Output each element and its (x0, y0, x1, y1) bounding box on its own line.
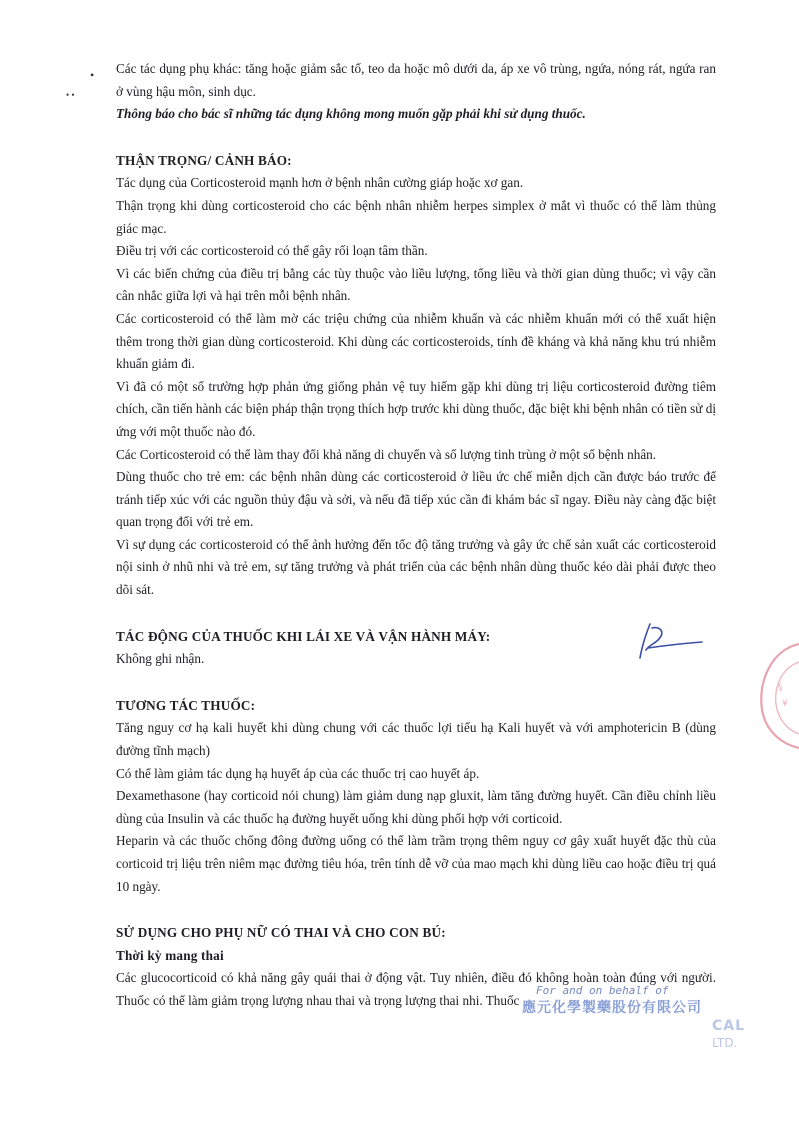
handwritten-signature (636, 618, 706, 666)
warning-paragraph: Các Corticosteroid có thể làm thay đổi khả năng di chuyển và số lượng tinh trùng ở một số bệnh nhân. (116, 446, 657, 462)
stamp-company-suffix: LTD. (712, 1036, 738, 1050)
stamp-on-behalf: For and on behalf of (536, 984, 669, 997)
interaction-paragraph: Dexamethasone (hay corticoid nói chung) làm giảm dung nạp gluxit, làm tăng đường huyết. Cần điều chỉnh liều dùng của Insulin và các thuốc hạ đường huyết uống khi dùng phối hợp với corticoid. (116, 788, 716, 826)
stamp-company-en: CAL (712, 1018, 746, 1034)
red-seal-stamp (752, 640, 799, 750)
interaction-paragraph: Heparin và các thuốc chống đông đường uống có thể làm trầm trọng thêm nguy cơ gây xuất huyết đặc thù của corticoid trị liệu trên niêm mạc đường tiêu hóa, trên tính dễ vỡ của mao mạch khi dùng liều cao hoặc điều trị quá 10 ngày. (116, 833, 716, 894)
warning-paragraph: Vì sự dụng các corticosteroid có thể ảnh hưởng đến tốc độ tăng trưởng và gây ức chế sản xuất các corticosteroid nội sinh ở nhũ nhi và trẻ em, sự tăng trưởng và phát triển của các bệnh nhân dùng thuốc kéo dài phải được theo dõi sát. (116, 536, 716, 598)
warning-paragraph: Các corticosteroid có thể làm mờ các triệu chứng của nhiễm khuẩn và các nhiễm khuẩn mới có thể xuất hiện thêm trong thời gian dùng corticosteroid. Khi dùng các corticosteroids, tính đề kháng và khả năng khu trú nhiễm khuẩn giảm đi. (116, 310, 716, 372)
pregnancy-text: Các glucocorticoid có khả năng gây quái thai ở động vật. Tuy nhiên, điều đó không hoàn toàn đúng với người. Thuốc có thể làm giảm trọng lượng nhau thai và trọng lượng thai nhi. Thuốc (116, 970, 716, 1008)
interaction-paragraph: Tăng nguy cơ hạ kali huyết khi dùng chung với các thuốc lợi tiểu hạ Kali huyết và với amphotericin B (dùng đường tĩnh mạch) (116, 720, 716, 759)
warning-paragraph: Dùng thuốc cho trẻ em: các bệnh nhân dùng các corticosteroid ở liều ức chế miễn dịch cần được báo trước để tránh tiếp xúc với các nguồn thủy đậu và sởi, và nếu đã tiếp xúc cần đi khám bác sĩ ngay. Điều này càng đặc biệt quan trọng đối với trẻ em. (116, 469, 716, 530)
stamp-company-cn: 應元化學製藥股份有限公司 (522, 1000, 702, 1016)
pregnancy-subheading: Thời kỳ mang thai (116, 947, 224, 963)
company-stamp (516, 984, 746, 1056)
driving-heading: TÁC ĐỘNG CỦA THUỐC KHI LÁI XE VÀ VẬN HÀNH MÁY: (116, 628, 491, 644)
margin-mark: • • (66, 90, 75, 100)
interaction-paragraph: Có thể làm giảm tác dụng hạ huyết áp của các thuốc trị cao huyết áp. (116, 765, 480, 781)
warning-paragraph: Điều trị với các corticosteroid có thể gây rối loạn tâm thần. (116, 243, 428, 259)
margin-mark: • (90, 68, 95, 82)
document-body (116, 58, 716, 1013)
interactions-heading: TƯƠNG TÁC THUỐC: (116, 697, 256, 713)
warning-paragraph: Tác dụng của Corticosteroid mạnh hơn ở bệnh nhân cường giáp hoặc xơ gan. (116, 175, 524, 191)
warning-paragraph: Thận trọng khi dùng corticosteroid cho các bệnh nhân nhiễm herpes simplex ở mắt vì thuốc có thể làm thủng giác mạc. (116, 197, 716, 236)
warning-paragraph: Vì đã có một số trường hợp phản ứng giống phản vệ tuy hiếm gặp khi dùng trị liệu corticosteroid đường tiêm chích, cần tiến hành các biện pháp thận trọng thích hợp trước khi dùng thuốc, đặc biệt khi bệnh nhân có tiền sử dị ứng với một thuốc nào đó. (116, 378, 716, 439)
svg-text:§: § (778, 683, 783, 693)
side-effects-other: Các tác dụng phụ khác: tăng hoặc giảm sắc tố, teo da hoặc mô dưới da, áp xe vô trùng, ngứa, nóng rát, ngứa ran ở vùng hậu môn, sinh dục. (116, 61, 716, 99)
driving-text: Không ghi nhận. (116, 651, 205, 667)
warnings-heading: THẬN TRỌNG/ CẢNH BÁO: (116, 152, 292, 168)
pregnancy-heading: SỬ DỤNG CHO PHỤ NỮ CÓ THAI VÀ CHO CON BÚ: (116, 925, 446, 941)
svg-text:¥: ¥ (782, 699, 788, 709)
warning-paragraph: Vì các biến chứng của điều trị bằng các tùy thuộc vào liều lượng, tổng liều và thời gian dùng thuốc; vì vậy cần cân nhắc giữa lợi và hại trên mỗi bệnh nhân. (116, 265, 716, 304)
notify-doctor-note: Thông báo cho bác sĩ những tác dụng không mong muốn gặp phải khi sử dụng thuốc. (116, 106, 586, 122)
